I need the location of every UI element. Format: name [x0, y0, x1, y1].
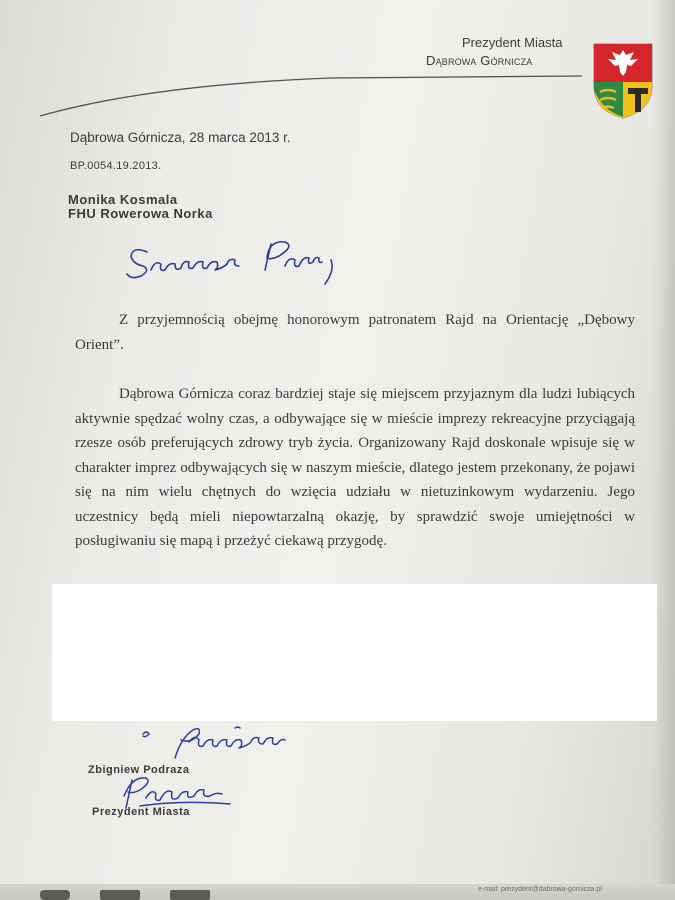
reference-number: BP.0054.19.2013.	[70, 160, 162, 172]
handwritten-salutation	[125, 230, 355, 290]
body-paragraph-2: Dąbrowa Górnicza coraz bardziej staje się miejscem przyjaznym dla ludzi lubiących aktywnie spędzać wolny czas, a odbywające się w mieście imprezy rekreacyjne przyciągają rzesze osób preferujących zdrowy tryb życia. Organizowany Rajd doskonale wpisuje się w charakter imprez odbywających się w naszym mieście, dlatego jestem przekonany, że pojawi się na nim wielu chętnych do wzięcia udziału w nietuzinkowym wydarzeniu. Jego uczestnicy będą mieli niepowtarzalną okazję, by sprawdzić swoje umiejętności w posługiwaniu się mapą i przeżyć ciekawą przygodę.	[75, 386, 635, 549]
letterhead-title: Prezydent Miasta	[462, 35, 563, 50]
letterhead-city: Dąbrowa Górnicza	[426, 53, 533, 68]
signatory-title: Prezydent Miasta	[92, 806, 190, 818]
letter-date: Dąbrowa Górnicza, 28 marca 2013 r.	[70, 130, 291, 145]
body-paragraph-1: Z przyjemnością obejmę honorowym patronatem Rajd na Orientację „Dębowy Orient”.	[75, 312, 635, 353]
footer-decoration	[40, 888, 240, 900]
recipient-name: Monika Kosmala	[68, 192, 178, 207]
handwritten-closing	[135, 722, 335, 762]
page-edge-shadow	[653, 0, 675, 900]
footer-email: e-mail: prezydent@dabrowa-gornicza.pl	[478, 886, 602, 893]
signatory-name: Zbigniew Podraza	[88, 764, 190, 776]
redacted-area	[52, 584, 657, 721]
city-crest-icon	[590, 40, 656, 120]
recipient-company: FHU Rowerowa Norka	[68, 206, 213, 221]
letterhead-swoosh-line	[30, 40, 590, 120]
